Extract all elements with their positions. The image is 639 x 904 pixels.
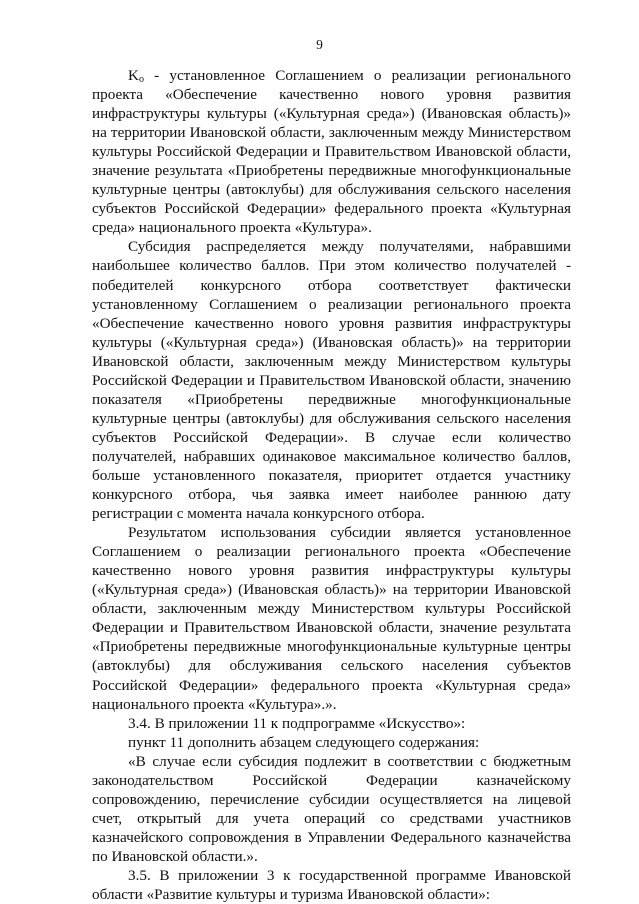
paragraph-item-3-4: 3.4. В приложении 11 к подпрограмме «Искусство»: — [128, 714, 466, 732]
paragraph-treasury-support: «В случае если субсидия подлежит в соответствии с бюджетным законодательством Российской Федерации казначейскому сопровождению, перечисление субсидии осуществляется на лицевой счет, открытый для учета операций со средствами участников казначейского сопровождения в Управлении Федерального казначейства по Ивановской области.». — [92, 752, 571, 865]
paragraph-text: - установленное Соглашением о реализации регионального проекта «Обеспечение качественно нового уровня развития инфраструктуры культуры («Культурная среда») (Ивановская область)» на территории Ивановской области, заключенным между Министерством культуры Российской Федерации и Правительством Ивановской области, значение результата «Приобретены передвижные многофункциональные культурные центры (автоклубы) для обслуживания сельского населения субъектов Российской Федерации» федерального проекта «Культурная среда» национального проекта «Культура». — [92, 67, 571, 237]
page-number: 9 — [316, 37, 323, 52]
coefficient-subscript: o — [138, 74, 144, 85]
paragraph-coefficient-definition — [92, 66, 571, 237]
paragraph-subsidy-result: Результатом использования субсидии является установленное Соглашением о реализации регионального проекта «Обеспечение качественно нового уровня развития инфраструктуры культуры («Культурная среда») (Ивановская область)» на территории Ивановской области, заключенным между Министерством культуры Российской Федерации и Правительством Ивановской области, значение результата «Приобретены передвижные многофункциональные культурные центры (автоклубы) для обслуживания сельского населения субъектов Российской Федерации» федерального проекта «Культурная среда» национального проекта «Культура».». — [92, 524, 571, 713]
paragraph-item-3-5: 3.5. В приложении 3 к государственной программе Ивановской области «Развитие культуры и туризма Ивановской области»: — [92, 866, 571, 904]
coefficient-symbol: K — [128, 67, 139, 84]
document-body — [92, 66, 571, 904]
paragraph-subsidy-distribution: Субсидия распределяется между получателями, набравшими наибольшее количество баллов. При этом количество получателей - победителей конкурсного отбора соответствует фактически установленному Соглашением о реализации регионального проекта «Обеспечение качественно нового уровня развития инфраструктуры культуры («Культурная среда») (Ивановская область)» на территории Ивановской области, заключенным между Министерством культуры Российской Федерации и Правительством Ивановской области, значению показателя «Приобретены передвижные многофункциональные культурные центры (автоклубы) для обслуживания сельского населения субъектов Российской Федерации». В случае если количество получателей, набравших одинаковое максимальное количество баллов, больше установленного показателя, приоритет отдается участнику конкурсного отбора, чья заявка имеет наиболее раннюю дату регистрации с момента начала конкурсного отбора. — [92, 238, 571, 523]
paragraph-item-11-addition: пункт 11 дополнить абзацем следующего содержания: — [128, 733, 480, 751]
